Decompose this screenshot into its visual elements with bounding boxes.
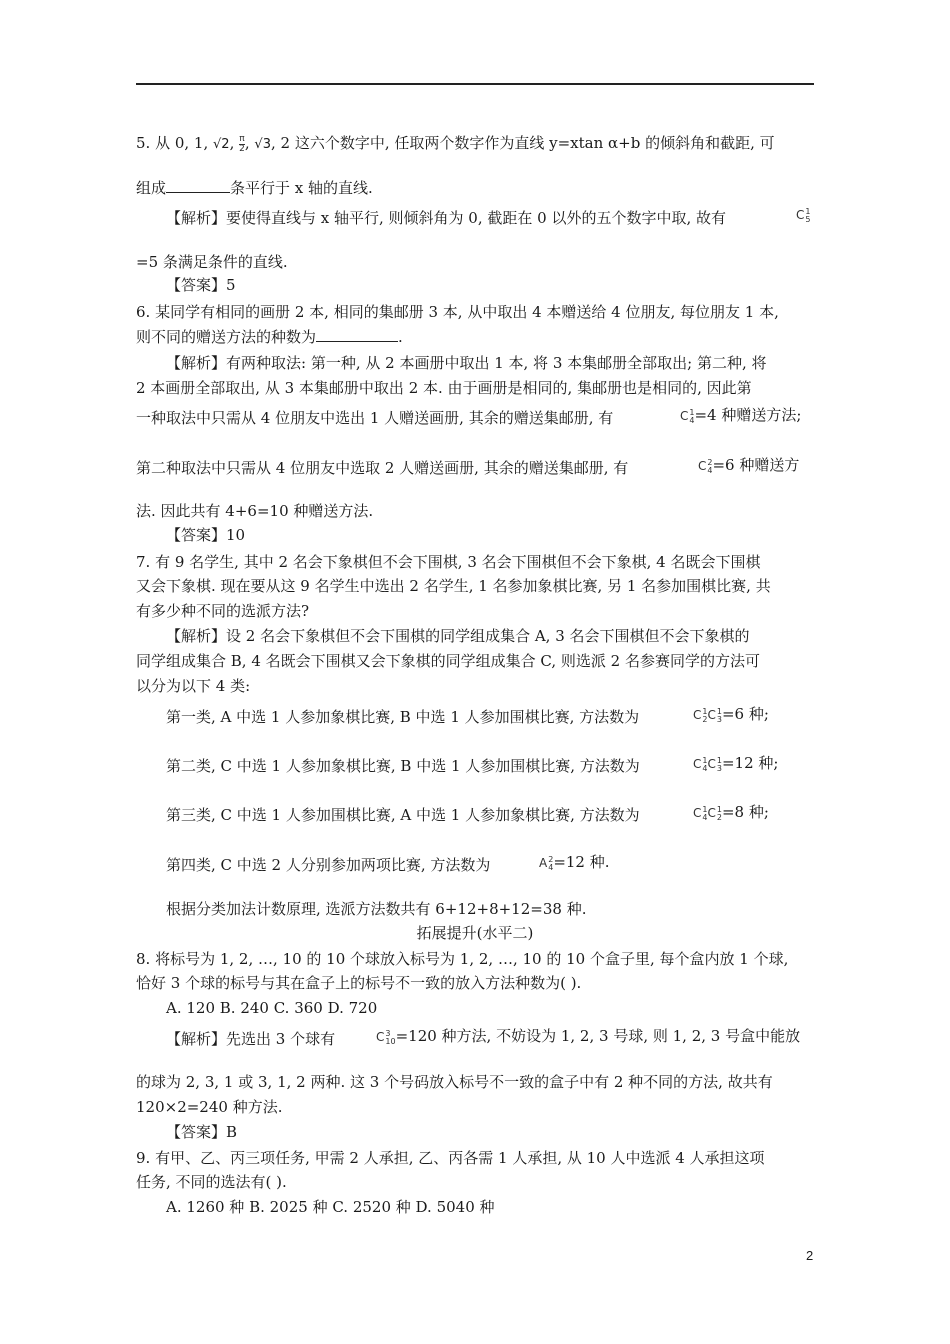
q6-sol-5 (136, 501, 373, 521)
comb-letter: C (707, 806, 716, 820)
comb-sub: 4 (702, 763, 708, 773)
text: A. 1260 种 B. 2025 种 C. 2520 种 D. 5040 种 (166, 1198, 495, 1216)
q9-options (166, 1197, 495, 1217)
comb-sup: 1 (716, 755, 722, 765)
comb-sub: 4 (548, 862, 554, 872)
q5-answer (166, 275, 236, 295)
q7-line-2 (136, 576, 771, 596)
comb-sub: 2 (716, 812, 722, 822)
text: 的球为 2, 3, 1 或 3, 1, 2 两种. 这 3 个号码放入标号不一致的盒子中有 2 种不同的方法, 故共有 (136, 1073, 773, 1091)
text: 又会下象棋. 现在要从这 9 名学生中选出 2 名学生, 1 名参加象棋比赛, 另 1 名参加围棋比赛, 共 (136, 577, 771, 595)
text: =6 种; (721, 705, 769, 723)
text: 【解析】设 2 名会下象棋但不会下围棋的同学组成集合 A, 3 名会下围棋但不会下象棋的 (166, 627, 750, 645)
text: 一种取法中只需从 4 位朋友中选出 1 人赠送画册, 其余的赠送集邮册, 有 (136, 409, 614, 427)
comb-sup: 1 (716, 706, 722, 716)
text: 则不同的赠送方法的种数为 (136, 328, 317, 346)
q6-line-1 (136, 302, 779, 322)
text: 条平行于 x 轴的直线. (230, 179, 373, 197)
text: 【答案】5 (166, 276, 236, 294)
text: . (398, 328, 403, 346)
text: 8. 将标号为 1, 2, …, 10 的 10 个球放入标号为 1, 2, …, 10 的 10 个盒子里, 每个盒内放 1 个球, (136, 950, 789, 968)
text: 2 本画册全部取出, 从 3 本集邮册中取出 2 本. 由于画册是相同的, 集邮册也是相同的, 因此第 (136, 379, 752, 397)
q7-line-3 (136, 601, 309, 621)
comb-sup: 1 (716, 804, 722, 814)
text: 根据分类加法计数原理, 选派方法数共有 6+12+8+12=38 种. (166, 900, 587, 918)
text: =8 种; (721, 803, 769, 821)
q9-line-2 (136, 1172, 287, 1192)
q7-case-2-math (693, 753, 778, 774)
comb-letter: C (680, 409, 689, 423)
text: 【解析】要使得直线与 x 轴平行, 则倾斜角为 0, 截距在 0 以外的五个数字中取, 故有 (166, 209, 726, 227)
comb-sub: 4 (707, 465, 713, 475)
q8-options (166, 998, 377, 1018)
text: 第四类, C 中选 2 人分别参加两项比赛, 方法数为 (166, 856, 491, 874)
answer-blank (166, 177, 230, 193)
comb-sup: 1 (702, 804, 708, 814)
comb-sub: 3 (716, 763, 722, 773)
comb-sub: 4 (702, 812, 708, 822)
text: 7. 有 9 名学生, 其中 2 名会下象棋但不会下围棋, 3 名会下围棋但不会下象棋, 4 名既会下围棋 (136, 553, 761, 571)
text: =5 条满足条件的直线. (136, 253, 288, 271)
text: 任务, 不同的选法有( ). (136, 1173, 287, 1191)
text: 有多少种不同的选派方法? (136, 602, 310, 620)
comb-sub: 10 (385, 1036, 396, 1046)
text: 5. 从 0, 1, (136, 134, 214, 152)
comb-letter: C (796, 208, 805, 222)
comb-letter: C (693, 806, 702, 820)
q8-line-2 (136, 973, 581, 993)
comb-letter: A (539, 856, 548, 870)
comb-letter: C (707, 757, 716, 771)
q7-case-4 (166, 855, 490, 875)
q7-sol-1 (166, 626, 750, 646)
q8-answer (166, 1122, 237, 1142)
q6-sol-4 (136, 458, 628, 478)
text: 【解析】有两种取法: 第一种, 从 2 本画册中取出 1 本, 将 3 本集邮册全部取出; 第二种, 将 (166, 354, 767, 372)
text: 组成 (136, 179, 167, 197)
text: 9. 有甲、乙、丙三项任务, 甲需 2 人承担, 乙、丙各需 1 人承担, 从 10 人中选派 4 人承担这项 (136, 1149, 765, 1167)
q5-solution-2 (136, 252, 288, 272)
text: 法. 因此共有 4+6=10 种赠送方法. (136, 502, 374, 520)
q6-sol-4-math (698, 455, 799, 476)
q8-sol-1-math (376, 1026, 800, 1047)
comb-sup: 2 (548, 854, 554, 864)
text: 拓展提升(水平二) (416, 924, 534, 942)
frac-num: π (239, 133, 245, 144)
text: , 2 这六个数字中, 任取两个数字作为直线 y=xtan α+b 的倾斜角和截距, 可 (270, 134, 775, 152)
comb-letter: C (707, 708, 716, 722)
pi-over-2 (239, 135, 245, 154)
text: 第二种取法中只需从 4 位朋友中选取 2 人赠送画册, 其余的赠送集邮册, 有 (136, 459, 629, 477)
text: 【答案】10 (166, 526, 246, 544)
q6-sol-1 (166, 353, 767, 373)
comb-sup: 2 (707, 457, 713, 467)
text: =12 种. (553, 853, 610, 871)
text: 第一类, A 中选 1 人参加象棋比赛, B 中选 1 人参加围棋比赛, 方法数为 (166, 708, 640, 726)
comb-letter: C (693, 757, 702, 771)
text: 以分为以下 4 类: (136, 677, 251, 695)
comb-letter: C (693, 708, 702, 722)
q6-line-2 (136, 326, 403, 347)
answer-blank (316, 326, 398, 342)
comb-sup: 1 (689, 407, 695, 417)
comb-sub: 5 (805, 214, 811, 224)
text: =120 种方法, 不妨设为 1, 2, 3 号球, 则 1, 2, 3 号盒中能放 (395, 1027, 801, 1045)
text: A. 120 B. 240 C. 360 D. 720 (166, 999, 378, 1017)
q6-sol-3 (136, 408, 613, 428)
section-heading (136, 923, 814, 943)
q8-sol-1 (166, 1029, 335, 1049)
text: =12 种; (721, 754, 779, 772)
comb-sup: 1 (805, 206, 811, 216)
q7-case-3-math (693, 802, 769, 823)
q5-line-2 (136, 177, 373, 198)
q9-line-1 (136, 1148, 765, 1168)
q8-sol-3 (136, 1097, 282, 1117)
q7-case-4-math (539, 852, 610, 873)
q7-case-1 (166, 707, 639, 727)
comb-letter: C (376, 1030, 385, 1044)
comb-sub: 2 (702, 714, 708, 724)
text: 第三类, C 中选 1 人参加围棋比赛, A 中选 1 人参加象棋比赛, 方法数为 (166, 806, 640, 824)
q7-summary (166, 899, 586, 919)
header-rule (136, 83, 814, 85)
q7-sol-3 (136, 676, 250, 696)
q8-sol-2 (136, 1072, 773, 1092)
comb-letter: C (698, 459, 707, 473)
q6-sol-2 (136, 378, 752, 398)
text: =6 种赠送方 (712, 456, 800, 474)
q6-sol-3-math (680, 405, 801, 426)
text: 第二类, C 中选 1 人参加象棋比赛, B 中选 1 人参加围棋比赛, 方法数为 (166, 757, 640, 775)
sqrt2: √2 (213, 137, 230, 152)
comb-sup: 1 (702, 706, 708, 716)
comb-sub: 3 (716, 714, 722, 724)
text: 恰好 3 个球的标号与其在盒子上的标号不一致的放入方法种数为( ). (136, 974, 582, 992)
q7-sol-2 (136, 651, 760, 671)
q7-line-1 (136, 552, 760, 572)
frac-den: 2 (239, 143, 245, 154)
text: 【解析】先选出 3 个球有 (166, 1030, 336, 1048)
text: 120×2=240 种方法. (136, 1098, 283, 1116)
q5-line-1: 5. 从 0, 1, √2, $\frac{\pi}{2}$, √3, 2 这六个数字中, 任取两个数字作为直线 y=xtan α+b 的倾斜角和截距, 可 (136, 133, 775, 154)
text: 6. 某同学有相同的画册 2 本, 相同的集邮册 3 本, 从中取出 4 本赠送给 4 位朋友, 每位朋友 1 本, (136, 303, 779, 321)
text: 同学组成集合 B, 4 名既会下围棋又会下象棋的同学组成集合 C, 则选派 2 名参赛同学的方法可 (136, 652, 760, 670)
text: =4 种赠送方法; (694, 406, 802, 424)
q7-case-2 (166, 756, 640, 776)
q7-case-3 (166, 805, 640, 825)
comb-sub: 4 (689, 415, 695, 425)
comb-sup: 1 (702, 755, 708, 765)
sqrt3: √3 (254, 137, 271, 152)
text: 【答案】B (166, 1123, 238, 1141)
q5-solution (166, 208, 726, 228)
q6-answer (166, 525, 245, 545)
comb-c51 (796, 204, 810, 225)
q8-line-1 (136, 949, 788, 969)
comb-sup: 3 (385, 1028, 391, 1038)
page-number: 2 (806, 1248, 814, 1263)
q7-case-1-math (693, 704, 769, 725)
